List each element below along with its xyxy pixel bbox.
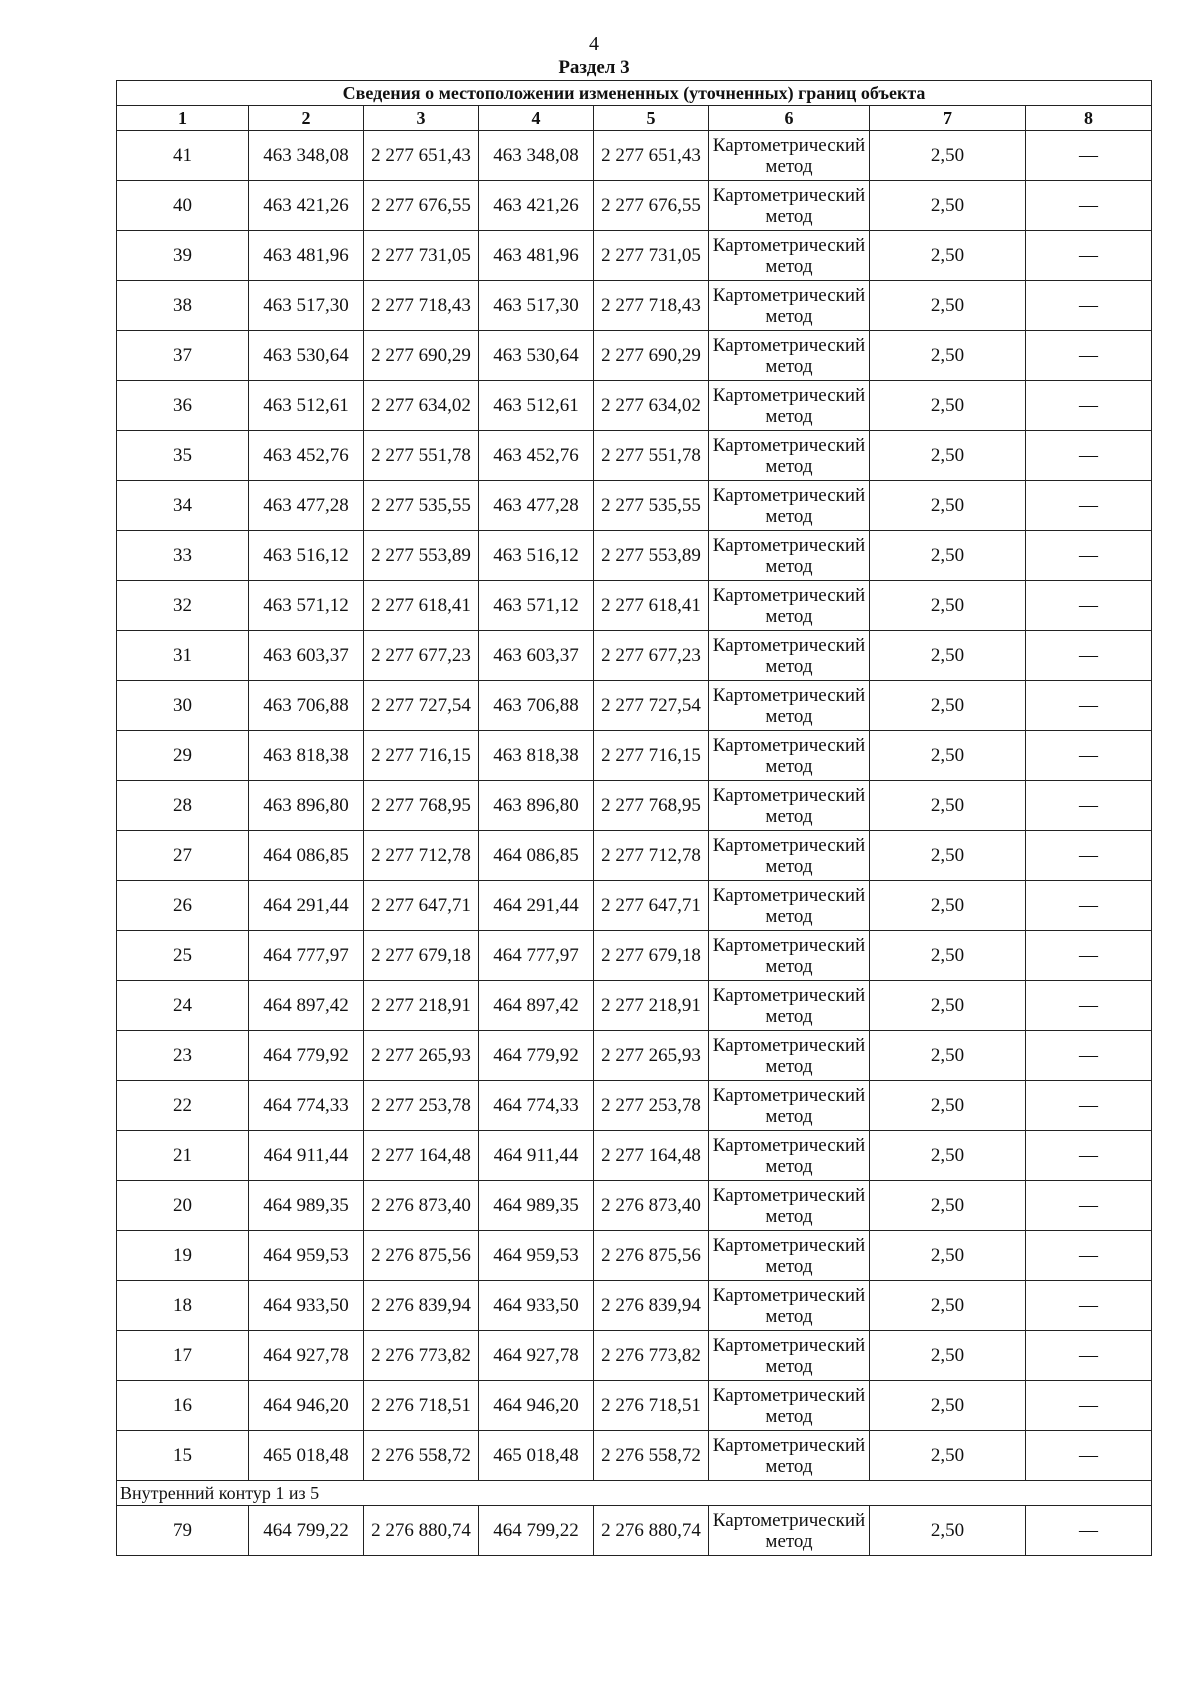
y-new-cell: 2 277 731,05 [594,231,709,281]
point-number-cell: 41 [117,131,249,181]
description-cell: — [1026,231,1152,281]
x-existing-cell: 463 516,12 [249,531,364,581]
y-new-cell: 2 276 880,74 [594,1506,709,1556]
y-new-cell: 2 277 618,41 [594,581,709,631]
method-cell: Картометрический метод [709,131,870,181]
accuracy-cell: 2,50 [870,981,1026,1031]
point-number-cell: 25 [117,931,249,981]
method-cell: Картометрический метод [709,681,870,731]
x-new-cell: 463 477,28 [479,481,594,531]
description-cell: — [1026,1381,1152,1431]
description-cell: — [1026,681,1152,731]
method-cell: Картометрический метод [709,881,870,931]
description-cell: — [1026,181,1152,231]
x-new-cell: 464 774,33 [479,1081,594,1131]
accuracy-cell: 2,50 [870,1081,1026,1131]
table-row [117,931,1152,981]
column-number-8: 8 [1026,106,1152,131]
y-existing-cell: 2 277 718,43 [364,281,479,331]
method-cell: Картометрический метод [709,981,870,1031]
y-new-cell: 2 277 218,91 [594,981,709,1031]
method-cell: Картометрический метод [709,531,870,581]
accuracy-cell: 2,50 [870,1131,1026,1181]
table-row [117,431,1152,481]
x-new-cell: 463 706,88 [479,681,594,731]
description-cell: — [1026,1431,1152,1481]
y-new-cell: 2 277 265,93 [594,1031,709,1081]
y-existing-cell: 2 277 676,55 [364,181,479,231]
y-new-cell: 2 277 716,15 [594,731,709,781]
y-new-cell: 2 276 875,56 [594,1231,709,1281]
x-existing-cell: 463 818,38 [249,731,364,781]
accuracy-cell: 2,50 [870,1331,1026,1381]
x-existing-cell: 463 706,88 [249,681,364,731]
description-cell: — [1026,1281,1152,1331]
table-row [117,1231,1152,1281]
description-cell: — [1026,1131,1152,1181]
description-cell: — [1026,281,1152,331]
x-new-cell: 463 452,76 [479,431,594,481]
description-cell: — [1026,631,1152,681]
description-cell: — [1026,1331,1152,1381]
table-row [117,281,1152,331]
y-new-cell: 2 277 712,78 [594,831,709,881]
point-number-cell: 18 [117,1281,249,1331]
y-existing-cell: 2 277 677,23 [364,631,479,681]
accuracy-cell: 2,50 [870,581,1026,631]
column-number-1: 1 [117,106,249,131]
description-cell: — [1026,1181,1152,1231]
y-existing-cell: 2 277 164,48 [364,1131,479,1181]
y-existing-cell: 2 277 553,89 [364,531,479,581]
method-cell: Картометрический метод [709,1031,870,1081]
x-new-cell: 464 933,50 [479,1281,594,1331]
point-number-cell: 27 [117,831,249,881]
y-existing-cell: 2 276 839,94 [364,1281,479,1331]
y-existing-cell: 2 277 679,18 [364,931,479,981]
table-row [117,731,1152,781]
y-existing-cell: 2 276 718,51 [364,1381,479,1431]
x-existing-cell: 464 291,44 [249,881,364,931]
accuracy-cell: 2,50 [870,481,1026,531]
table-row [117,181,1152,231]
description-cell: — [1026,781,1152,831]
x-new-cell: 463 421,26 [479,181,594,231]
y-new-cell: 2 276 558,72 [594,1431,709,1481]
accuracy-cell: 2,50 [870,1381,1026,1431]
x-new-cell: 464 989,35 [479,1181,594,1231]
y-new-cell: 2 277 677,23 [594,631,709,681]
description-cell: — [1026,731,1152,781]
accuracy-cell: 2,50 [870,1281,1026,1331]
y-new-cell: 2 276 718,51 [594,1381,709,1431]
method-cell: Картометрический метод [709,231,870,281]
x-existing-cell: 464 933,50 [249,1281,364,1331]
method-cell: Картометрический метод [709,381,870,431]
x-existing-cell: 463 517,30 [249,281,364,331]
table-body [117,131,1152,1481]
column-number-4: 4 [479,106,594,131]
y-new-cell: 2 277 647,71 [594,881,709,931]
table-row [117,531,1152,581]
y-new-cell: 2 277 679,18 [594,931,709,981]
method-cell: Картометрический метод [709,631,870,681]
y-new-cell: 2 277 690,29 [594,331,709,381]
table-row [117,1381,1152,1431]
accuracy-cell: 2,50 [870,181,1026,231]
description-cell: — [1026,581,1152,631]
x-new-cell: 464 779,92 [479,1031,594,1081]
method-cell: Картометрический метод [709,1281,870,1331]
description-cell: — [1026,1081,1152,1131]
description-cell: — [1026,531,1152,581]
x-new-cell: 464 291,44 [479,881,594,931]
description-cell: — [1026,481,1152,531]
table-row [117,1331,1152,1381]
accuracy-cell: 2,50 [870,131,1026,181]
y-new-cell: 2 276 873,40 [594,1181,709,1231]
column-number-row [117,106,1152,131]
accuracy-cell: 2,50 [870,1431,1026,1481]
column-number-3: 3 [364,106,479,131]
method-cell: Картометрический метод [709,1081,870,1131]
method-cell: Картометрический метод [709,581,870,631]
accuracy-cell: 2,50 [870,1231,1026,1281]
point-number-cell: 15 [117,1431,249,1481]
x-new-cell: 463 896,80 [479,781,594,831]
description-cell: — [1026,1031,1152,1081]
x-new-cell: 463 481,96 [479,231,594,281]
y-existing-cell: 2 277 647,71 [364,881,479,931]
method-cell: Картометрический метод [709,1381,870,1431]
y-existing-cell: 2 276 875,56 [364,1231,479,1281]
y-new-cell: 2 277 651,43 [594,131,709,181]
y-existing-cell: 2 277 727,54 [364,681,479,731]
y-existing-cell: 2 276 558,72 [364,1431,479,1481]
x-new-cell: 464 086,85 [479,831,594,881]
accuracy-cell: 2,50 [870,431,1026,481]
table-row [117,581,1152,631]
accuracy-cell: 2,50 [870,681,1026,731]
point-number-cell: 26 [117,881,249,931]
method-cell: Картометрический метод [709,481,870,531]
point-number-cell: 30 [117,681,249,731]
point-number-cell: 36 [117,381,249,431]
description-cell: — [1026,431,1152,481]
point-number-cell: 37 [117,331,249,381]
accuracy-cell: 2,50 [870,531,1026,581]
x-new-cell: 465 018,48 [479,1431,594,1481]
y-new-cell: 2 277 164,48 [594,1131,709,1181]
y-existing-cell: 2 277 265,93 [364,1031,479,1081]
accuracy-cell: 2,50 [870,1506,1026,1556]
x-new-cell: 463 571,12 [479,581,594,631]
x-new-cell: 463 516,12 [479,531,594,581]
x-new-cell: 463 818,38 [479,731,594,781]
table-row [117,681,1152,731]
x-new-cell: 463 517,30 [479,281,594,331]
table-row [117,131,1152,181]
accuracy-cell: 2,50 [870,281,1026,331]
point-number-cell: 40 [117,181,249,231]
point-number-cell: 34 [117,481,249,531]
y-new-cell: 2 277 551,78 [594,431,709,481]
table-row [117,231,1152,281]
point-number-cell: 23 [117,1031,249,1081]
x-existing-cell: 464 911,44 [249,1131,364,1181]
y-new-cell: 2 277 253,78 [594,1081,709,1131]
point-number-cell: 38 [117,281,249,331]
table-row [117,1081,1152,1131]
point-number-cell: 24 [117,981,249,1031]
x-new-cell: 464 959,53 [479,1231,594,1281]
y-existing-cell: 2 277 712,78 [364,831,479,881]
y-existing-cell: 2 276 880,74 [364,1506,479,1556]
point-number-cell: 22 [117,1081,249,1131]
x-existing-cell: 463 571,12 [249,581,364,631]
table-row [117,331,1152,381]
x-existing-cell: 463 896,80 [249,781,364,831]
method-cell: Картометрический метод [709,931,870,981]
y-new-cell: 2 277 676,55 [594,181,709,231]
point-number-cell: 33 [117,531,249,581]
x-existing-cell: 463 481,96 [249,231,364,281]
point-number-cell: 16 [117,1381,249,1431]
x-new-cell: 464 897,42 [479,981,594,1031]
point-number-cell: 35 [117,431,249,481]
x-new-cell: 463 348,08 [479,131,594,181]
y-new-cell: 2 277 535,55 [594,481,709,531]
x-existing-cell: 464 799,22 [249,1506,364,1556]
point-number-cell: 31 [117,631,249,681]
x-existing-cell: 463 530,64 [249,331,364,381]
table-row [117,1031,1152,1081]
description-cell: — [1026,1231,1152,1281]
accuracy-cell: 2,50 [870,931,1026,981]
x-existing-cell: 463 421,26 [249,181,364,231]
point-number-cell: 21 [117,1131,249,1181]
point-number-cell: 39 [117,231,249,281]
x-existing-cell: 463 512,61 [249,381,364,431]
table-row [117,1131,1152,1181]
accuracy-cell: 2,50 [870,781,1026,831]
x-existing-cell: 464 989,35 [249,1181,364,1231]
x-existing-cell: 463 348,08 [249,131,364,181]
table-row [117,881,1152,931]
description-cell: — [1026,981,1152,1031]
y-existing-cell: 2 277 690,29 [364,331,479,381]
y-existing-cell: 2 277 634,02 [364,381,479,431]
accuracy-cell: 2,50 [870,1031,1026,1081]
method-cell: Картометрический метод [709,1331,870,1381]
description-cell: — [1026,1506,1152,1556]
description-cell: — [1026,131,1152,181]
method-cell: Картометрический метод [709,1506,870,1556]
accuracy-cell: 2,50 [870,381,1026,431]
x-existing-cell: 464 946,20 [249,1381,364,1431]
accuracy-cell: 2,50 [870,1181,1026,1231]
table-row [117,1281,1152,1331]
y-existing-cell: 2 277 618,41 [364,581,479,631]
y-new-cell: 2 277 553,89 [594,531,709,581]
table-row [117,781,1152,831]
column-number-5: 5 [594,106,709,131]
page-number: 4 [589,33,599,55]
point-number-cell: 29 [117,731,249,781]
x-new-cell: 463 603,37 [479,631,594,681]
coordinates-table [116,80,1152,1556]
y-new-cell: 2 277 634,02 [594,381,709,431]
x-existing-cell: 463 452,76 [249,431,364,481]
method-cell: Картометрический метод [709,181,870,231]
table-row [117,631,1152,681]
method-cell: Картометрический метод [709,1131,870,1181]
y-existing-cell: 2 277 218,91 [364,981,479,1031]
method-cell: Картометрический метод [709,1431,870,1481]
y-existing-cell: 2 277 535,55 [364,481,479,531]
accuracy-cell: 2,50 [870,331,1026,381]
accuracy-cell: 2,50 [870,731,1026,781]
accuracy-cell: 2,50 [870,831,1026,881]
method-cell: Картометрический метод [709,331,870,381]
y-existing-cell: 2 277 716,15 [364,731,479,781]
point-number-cell: 20 [117,1181,249,1231]
method-cell: Картометрический метод [709,731,870,781]
y-existing-cell: 2 277 651,43 [364,131,479,181]
description-cell: — [1026,331,1152,381]
point-number-cell: 32 [117,581,249,631]
point-number-cell: 28 [117,781,249,831]
x-existing-cell: 465 018,48 [249,1431,364,1481]
table-row [117,481,1152,531]
y-new-cell: 2 277 718,43 [594,281,709,331]
y-new-cell: 2 276 839,94 [594,1281,709,1331]
table-row [117,1181,1152,1231]
accuracy-cell: 2,50 [870,231,1026,281]
point-number-cell: 17 [117,1331,249,1381]
method-cell: Картометрический метод [709,431,870,481]
point-number-cell: 19 [117,1231,249,1281]
method-cell: Картометрический метод [709,781,870,831]
x-existing-cell: 464 959,53 [249,1231,364,1281]
x-new-cell: 463 512,61 [479,381,594,431]
contour-label: Внутренний контур 1 из 5 [117,1481,1152,1506]
method-cell: Картометрический метод [709,1231,870,1281]
x-existing-cell: 463 477,28 [249,481,364,531]
column-number-2: 2 [249,106,364,131]
y-new-cell: 2 276 773,82 [594,1331,709,1381]
accuracy-cell: 2,50 [870,881,1026,931]
section-title: Раздел 3 [558,57,630,78]
method-cell: Картометрический метод [709,831,870,881]
x-new-cell: 464 946,20 [479,1381,594,1431]
x-existing-cell: 463 603,37 [249,631,364,681]
table-row [117,381,1152,431]
table-row [117,1506,1152,1556]
table-row [117,831,1152,881]
table-row [117,981,1152,1031]
x-new-cell: 464 911,44 [479,1131,594,1181]
description-cell: — [1026,931,1152,981]
x-existing-cell: 464 777,97 [249,931,364,981]
x-existing-cell: 464 086,85 [249,831,364,881]
y-existing-cell: 2 277 731,05 [364,231,479,281]
point-number-cell: 79 [117,1506,249,1556]
y-existing-cell: 2 277 253,78 [364,1081,479,1131]
method-cell: Картометрический метод [709,281,870,331]
x-new-cell: 464 777,97 [479,931,594,981]
contour-section [117,1481,1152,1556]
y-existing-cell: 2 276 773,82 [364,1331,479,1381]
x-new-cell: 464 927,78 [479,1331,594,1381]
description-cell: — [1026,881,1152,931]
x-existing-cell: 464 897,42 [249,981,364,1031]
x-existing-cell: 464 927,78 [249,1331,364,1381]
x-new-cell: 464 799,22 [479,1506,594,1556]
description-cell: — [1026,831,1152,881]
y-existing-cell: 2 276 873,40 [364,1181,479,1231]
table-row [117,1431,1152,1481]
y-existing-cell: 2 277 551,78 [364,431,479,481]
description-cell: — [1026,381,1152,431]
method-cell: Картометрический метод [709,1181,870,1231]
y-new-cell: 2 277 727,54 [594,681,709,731]
column-number-6: 6 [709,106,870,131]
x-existing-cell: 464 779,92 [249,1031,364,1081]
x-new-cell: 463 530,64 [479,331,594,381]
column-number-7: 7 [870,106,1026,131]
table-title: Сведения о местоположении измененных (уточненных) границ объекта [117,81,1152,106]
accuracy-cell: 2,50 [870,631,1026,681]
y-existing-cell: 2 277 768,95 [364,781,479,831]
x-existing-cell: 464 774,33 [249,1081,364,1131]
y-new-cell: 2 277 768,95 [594,781,709,831]
